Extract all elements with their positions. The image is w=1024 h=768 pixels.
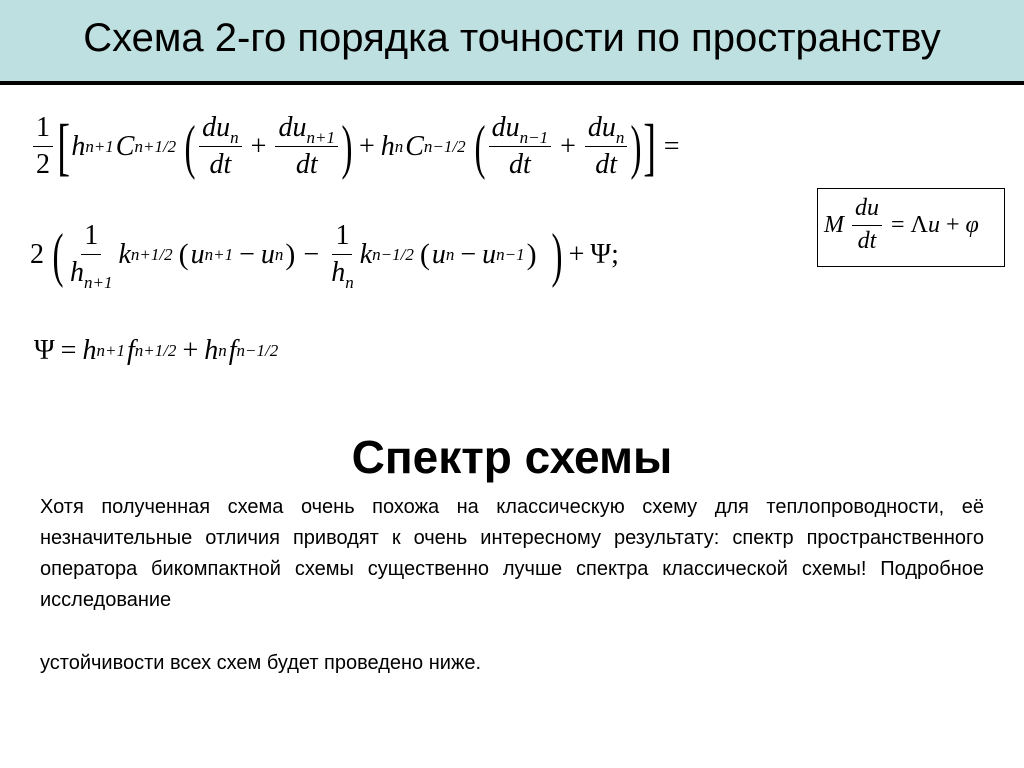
body-paragraph: Хотя полученная схема очень похожа на классическую схему для теплопроводности, её незначительные отличия приводят к очень интересному результату: спектр пространственного оператора бикомпактной схемы существенно лучше спектра классической схемы! Подробное исследование	[40, 496, 984, 611]
fraction-dun-dt: $\frac{du_n}{dt}$	[199, 112, 242, 181]
fraction-dun1-dt: $\frac{du_{n+1}}{dt}$	[275, 112, 337, 181]
fraction-half: $\frac{1}{2}$	[33, 112, 53, 181]
formula-box	[817, 188, 1005, 267]
slide-title: Схема 2-го порядка точности по пространству	[83, 16, 941, 60]
equation-line-3: Ψ = h n+1 f n+1/2 + h n f n−1/2	[34, 335, 279, 366]
fraction-dun-dt-2: $\frac{du_n}{dt}$	[585, 112, 628, 181]
equation-line-2: 2 ( $\frac{1}{h_{n+1}}$ k n+1/2 ( u n+1 − u n ) − $\frac{1}{h_n}$ k n−1/2 ( u n − u n−1 ) ) + Ψ ;	[30, 220, 619, 293]
boxed-equation: M $\frac{du}{dt}$ = Λ u + φ	[824, 195, 979, 254]
fraction-1-hn: $\frac{1}{h_n}$	[331, 220, 354, 293]
fraction-1-hn1: $\frac{1}{h_{n+1}}$	[69, 220, 113, 293]
fraction-dunm1-dt: $\frac{du_{n-1}}{dt}$	[489, 112, 551, 181]
body-paragraph-last-line: устойчивости всех схем будет проведено ниже.	[40, 652, 482, 674]
right-bracket: ]	[643, 110, 657, 182]
equation-line-1: $\frac{1}{2}$ [ h n+1 C n+1/2 ( $\frac{du_n}{dt}$ + $\frac{du_{n+1}}{dt}$ ) + h n C n−1/2 ( $\frac{du_{n-1}}{dt}$ + $\frac{du_n}{dt}$ ) ] =	[30, 112, 685, 181]
section-heading: Спектр схемы	[351, 431, 673, 483]
left-bracket: [	[57, 110, 71, 182]
title-bar	[0, 0, 1024, 85]
